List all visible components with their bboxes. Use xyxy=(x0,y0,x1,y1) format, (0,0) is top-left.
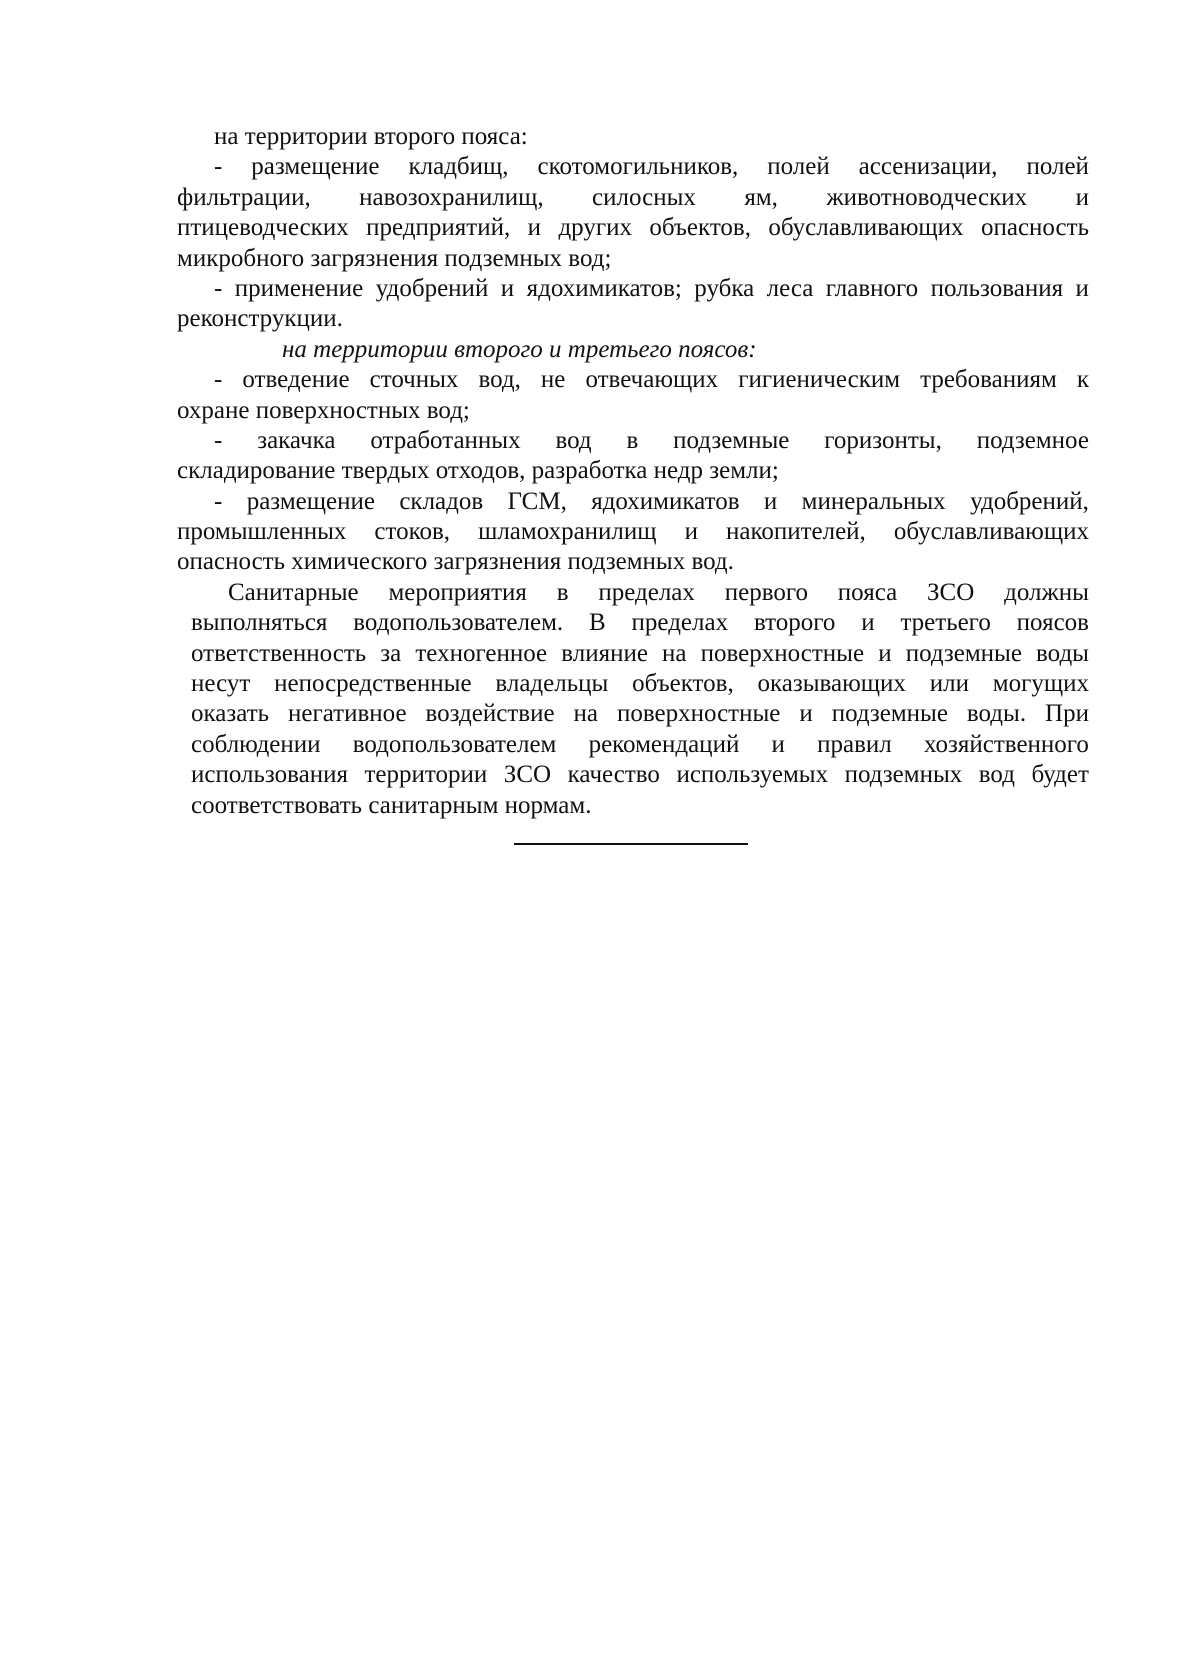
word: оказать xyxy=(191,700,270,728)
list-item xyxy=(177,365,1089,426)
word: непосредственные xyxy=(274,670,472,698)
word: соблюдении xyxy=(191,730,321,758)
word: горизонты, xyxy=(824,426,942,454)
word: используемых xyxy=(676,761,829,789)
word: требованиям xyxy=(920,366,1057,394)
text-line: складирование твердых отходов, разработка недр земли; xyxy=(177,457,779,485)
word: ям, xyxy=(744,183,778,211)
word: полей xyxy=(767,153,830,181)
word: второго xyxy=(753,609,836,637)
word: за xyxy=(380,639,402,667)
text-line xyxy=(191,639,1089,669)
word: отработанных xyxy=(370,426,521,454)
word: - xyxy=(214,153,223,181)
word: поверхностные xyxy=(700,639,865,667)
word: и xyxy=(1075,183,1089,211)
word: на xyxy=(573,700,598,728)
text-line xyxy=(191,730,1089,760)
section-subheading-zone23: на территории второго и третьего поясов: xyxy=(282,335,757,363)
text-line xyxy=(177,213,1089,243)
word: других xyxy=(558,214,632,242)
word: сточных xyxy=(369,366,459,394)
word: вод xyxy=(978,761,1015,789)
word: фильтрации, xyxy=(177,183,311,211)
word: третьего xyxy=(900,609,991,637)
word: размещение xyxy=(246,487,375,515)
word: В xyxy=(589,609,606,637)
word: Санитарные xyxy=(228,578,359,606)
word: не xyxy=(540,366,566,394)
sanitary-measures-paragraph xyxy=(191,578,1089,821)
word: поясов xyxy=(1016,609,1089,637)
word: минеральных xyxy=(801,487,946,515)
word: влияние xyxy=(561,639,648,667)
text-line: опасность химического загрязнения подземных вод. xyxy=(177,548,734,576)
word: полей xyxy=(1026,153,1089,181)
text-line: реконструкции. xyxy=(177,305,343,333)
word: промышленных xyxy=(177,518,347,546)
word: территории xyxy=(364,761,488,789)
word: вод, xyxy=(478,366,521,394)
text-line: микробного загрязнения подземных вод; xyxy=(177,244,612,272)
word: и xyxy=(878,639,892,667)
word: объектов, xyxy=(649,214,751,242)
word: в xyxy=(556,578,569,606)
word: главного xyxy=(825,274,919,302)
word: - xyxy=(214,426,223,454)
word: правил xyxy=(817,730,892,758)
text-line xyxy=(191,669,1089,699)
word: должны xyxy=(1004,578,1089,606)
word: пределах xyxy=(598,578,695,606)
text-line xyxy=(177,365,1089,395)
word: несут xyxy=(191,670,251,698)
word: ГСМ, xyxy=(507,487,567,515)
word: птицеводческих xyxy=(177,214,349,242)
word: скотомогильников, xyxy=(537,153,739,181)
word: рубка xyxy=(694,274,755,302)
word: объектов, xyxy=(632,670,734,698)
word: могущих xyxy=(992,670,1089,698)
word: негативное xyxy=(287,700,407,728)
word: мероприятия xyxy=(388,578,527,606)
word: или xyxy=(929,670,969,698)
restrictions-list-zone2 xyxy=(177,152,1089,334)
word: хозяйственного xyxy=(923,730,1089,758)
word: пределах xyxy=(631,609,729,637)
word: и xyxy=(684,518,698,546)
word: При xyxy=(1045,700,1089,728)
word: и xyxy=(500,274,515,302)
text-line: охране поверхностных вод; xyxy=(177,396,470,424)
word: силосных xyxy=(592,183,696,211)
word: опасность xyxy=(980,214,1089,242)
word: ядохимикатов xyxy=(591,487,740,515)
word: оказывающих xyxy=(757,670,906,698)
word: и xyxy=(527,214,542,242)
word: и xyxy=(861,609,875,637)
word: первого xyxy=(724,578,808,606)
text-line xyxy=(177,152,1089,182)
word: воды. xyxy=(966,700,1027,728)
word: на xyxy=(662,639,687,667)
word: техногенное xyxy=(415,639,548,667)
end-of-text-rule xyxy=(514,843,748,845)
text-line: соответствовать санитарным нормам. xyxy=(191,791,592,819)
word: к xyxy=(1076,366,1089,394)
word: владельцы xyxy=(495,670,609,698)
word: складов xyxy=(399,487,484,515)
word: будет xyxy=(1031,761,1089,789)
word: и xyxy=(1075,274,1089,302)
word: ядохимикатов; xyxy=(526,274,682,302)
section-heading-zone2: на территории второго пояса: xyxy=(214,123,528,150)
text-line xyxy=(177,487,1089,517)
text-line xyxy=(177,274,1089,304)
text-line xyxy=(191,608,1089,638)
word: обуславливающих xyxy=(893,518,1089,546)
word: накопителей, xyxy=(725,518,866,546)
word: ассенизации, xyxy=(858,153,998,181)
word: и xyxy=(799,700,813,728)
list-item xyxy=(177,274,1089,335)
word: ЗСО xyxy=(927,578,975,606)
word: размещение xyxy=(251,153,380,181)
word: обуславливающих xyxy=(768,214,964,242)
text-line xyxy=(191,699,1089,729)
text-line xyxy=(191,578,1089,608)
word: в xyxy=(626,426,639,454)
word: водопользователем. xyxy=(353,609,564,637)
word: - xyxy=(214,366,223,394)
word: подземных xyxy=(844,761,963,789)
word: выполняться xyxy=(191,609,328,637)
word: поверхностные xyxy=(616,700,781,728)
word: шламохранилищ xyxy=(478,518,657,546)
word: гигиеническим xyxy=(738,366,901,394)
word: применение xyxy=(234,274,364,302)
word: леса xyxy=(766,274,814,302)
word: удобрений, xyxy=(970,487,1089,515)
word: и xyxy=(771,730,785,758)
text-line xyxy=(191,760,1089,790)
word: воды xyxy=(1036,639,1089,667)
list-item xyxy=(177,426,1089,487)
word: закачка xyxy=(257,426,336,454)
word: подземные xyxy=(673,426,790,454)
word: водопользователем xyxy=(352,730,557,758)
word: отведение xyxy=(242,366,350,394)
word: использования xyxy=(191,761,348,789)
document-body xyxy=(177,122,1089,821)
word: рекомендаций xyxy=(588,730,740,758)
word: пояса xyxy=(837,578,898,606)
word: предприятий, xyxy=(366,214,511,242)
word: животноводческих xyxy=(826,183,1028,211)
list-item xyxy=(177,487,1089,578)
word: стоков, xyxy=(374,518,451,546)
word: кладбищ, xyxy=(408,153,509,181)
word: пользования xyxy=(930,274,1064,302)
text-line xyxy=(177,426,1089,456)
word: навозохранилищ, xyxy=(359,183,544,211)
word: и xyxy=(763,487,778,515)
word: воздействие xyxy=(425,700,555,728)
word: подземное xyxy=(976,426,1089,454)
word: вод xyxy=(555,426,592,454)
word: ответственность xyxy=(191,639,367,667)
word: - xyxy=(214,487,223,515)
word: ЗСО xyxy=(503,761,552,789)
word: подземные xyxy=(831,700,948,728)
word: качество xyxy=(567,761,660,789)
word: отвечающих xyxy=(585,366,719,394)
word: - xyxy=(214,274,223,302)
text-line xyxy=(177,517,1089,547)
text-line xyxy=(177,183,1089,213)
word: удобрений xyxy=(375,274,489,302)
word: подземные xyxy=(905,639,1022,667)
list-item xyxy=(177,152,1089,274)
restrictions-list-zone23 xyxy=(177,365,1089,578)
